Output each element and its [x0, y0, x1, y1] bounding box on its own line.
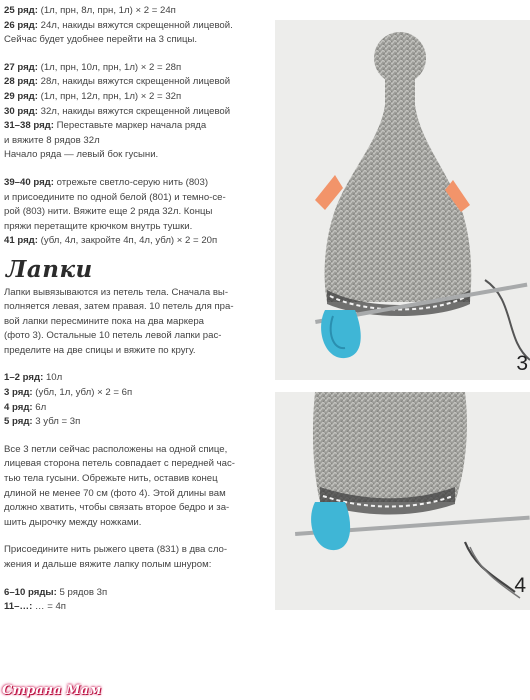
note-3-needles: Сейчас будет удобнее перейти на 3 спицы.	[4, 34, 198, 46]
row-1-2: 1–2 ряд: 10л	[4, 372, 63, 384]
para1-line: полняется левая, затем правая. 10 петель для пра-	[4, 301, 234, 313]
row-30: 30 ряд: 32л, накиды вяжутся скрещенной лицевой	[4, 105, 231, 117]
row-26: 26 ряд: 24л, накиды вяжутся скрещенной лицевой.	[4, 19, 233, 31]
row-39-40: 39–40 ряд: отрежьте светло-серую нить (803)	[4, 176, 209, 188]
para2-line: длиной не менее 70 см (фото 4). Этой длины вам	[4, 487, 226, 499]
photo-4-illustration	[275, 392, 530, 610]
photo-3	[275, 20, 530, 380]
row-27: 27 ряд: (1л, прн, 10л, прн, 1л) × 2 = 28п	[4, 61, 182, 73]
row-39-40-cont3: пряжи перетащите крючком внутрь тушки.	[4, 220, 193, 232]
watermark-logo: Страна Мам	[2, 683, 102, 698]
para2-line: тью тела гусыни. Обрежьте нить, оставив конец	[4, 473, 218, 485]
para2-line: Все 3 петли сейчас расположены на одной спице,	[4, 443, 228, 455]
para2-line: лицевая сторона петель совпадает с передней час-	[4, 458, 235, 470]
row-3: 3 ряд: (убл, 1л, убл) × 2 = 6п	[4, 387, 133, 399]
photo-4-number: 4	[514, 574, 526, 597]
row-25: 25 ряд: (1л, прн, 8л, прн, 1л) × 2 = 24п	[4, 5, 176, 16]
row-5: 5 ряд: 3 убл = 3п	[4, 416, 81, 428]
row-11: 11–…: … = 4п	[4, 601, 66, 613]
para3-line: Присоедините нить рыжего цвета (831) в два сло-	[4, 544, 228, 556]
row-39-40-cont1: и присоедините по одной белой (801) и темно-се-	[4, 191, 226, 203]
para2-line: шить дырочку между ножками.	[4, 516, 142, 528]
photo-4	[275, 392, 530, 610]
row-29: 29 ряд: (1л, прн, 12л, прн, 1л) × 2 = 32п	[4, 90, 182, 102]
note-row-start: Начало ряда — левый бок гусыни.	[4, 149, 159, 161]
row-4: 4 ряд: 6л	[4, 401, 47, 413]
para1-line: вой лапки пересмините пока на два маркера	[4, 315, 205, 327]
row-39-40-cont2: рой (803) нити. Вяжите еще 2 ряда 32л. Концы	[4, 206, 213, 218]
para1-line: Лапки вывязываются из петель тела. Сначала вы-	[4, 286, 229, 298]
instructions-column	[4, 4, 270, 615]
para3-line: жения и дальше вяжите лапку полым шнуром:	[4, 559, 212, 570]
photo-3-illustration	[275, 20, 530, 380]
para2-line: должно хватить, чтобы связать второе бедро и за-	[4, 502, 230, 514]
section-heading-lapki: Лапки	[6, 255, 93, 283]
row-31-38: 31–38 ряд: Переставьте маркер начала ряда	[4, 120, 207, 132]
para1-line: пределите на две спицы и вяжите по кругу.	[4, 344, 196, 356]
row-41: 41 ряд: (убл, 4л, закройте 4п, 4л, убл) × 2 = 20п	[4, 235, 218, 247]
row-6-10: 6–10 ряды: 5 рядов 3п	[4, 586, 108, 598]
para1-line: (фото 3). Остальные 10 петель левой лапки рас-	[4, 330, 222, 342]
row-28: 28 ряд: 28л, накиды вяжутся скрещенной лицевой	[4, 76, 231, 88]
row-31-38-cont: и вяжите 8 рядов 32л	[4, 134, 100, 146]
photo-3-number: 3	[516, 352, 528, 375]
